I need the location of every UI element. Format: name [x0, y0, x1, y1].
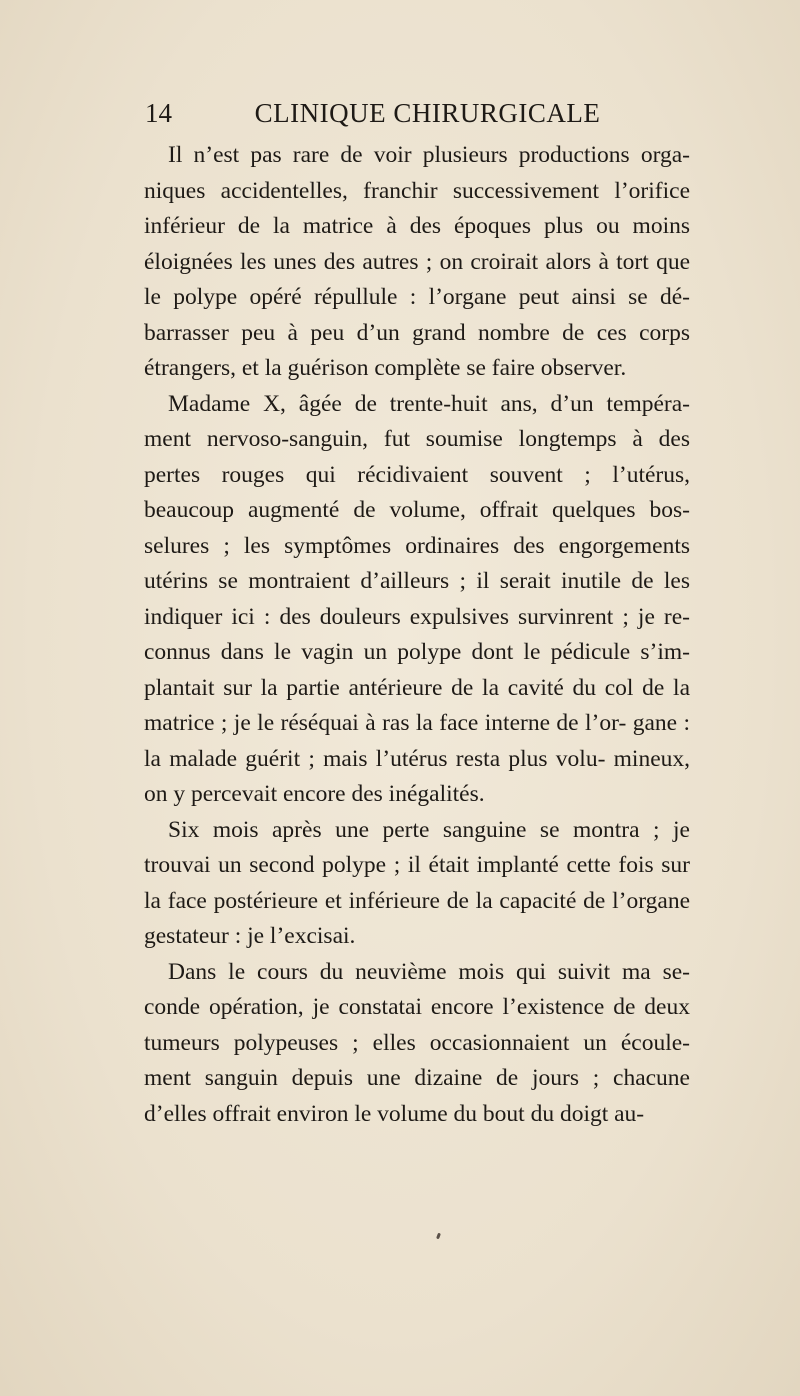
paragraph: Madame X, âgée de trente-huit ans, d’un tempéra- ment nervoso-sanguin, fut soumise longtemps à des pertes rouges qui récidivaient souvent ; l’utérus, beaucoup augmenté de volume, offrait quelques bos- selures ; les symptômes ordinaires des engorgements utérins se montraient d’ailleurs ; il serait inutile de les indiquer ici : des douleurs expulsives survinrent ; je re- connus dans le vagin un polype dont le pédicule s’im- plantait sur la partie antérieure de la cavité du col de la matrice ; je le réséquai à ras la face interne de l’or- gane : la malade guérit ; mais l’utérus resta plus volu- mineux, on y percevait encore des inégalités. [144, 390, 690, 807]
body-text [144, 138, 690, 1132]
page-header [145, 93, 690, 133]
paragraph: Six mois après une perte sanguine se montra ; je trouvai un second polype ; il était implanté cette fois sur la face postérieure et inférieure de la capacité de l’organe gestateur : je l’excisai. [144, 816, 690, 949]
paragraph: Il n’est pas rare de voir plusieurs productions orga- niques accidentelles, franchir successivement l’orifice inférieur de la matrice à des époques plus ou moins éloignées les unes des autres ; on croirait alors à tort que le polype opéré répullule : l’organe peut ainsi se dé- barrasser peu à peu d’un grand nombre de ces corps étrangers, et la guérison complète se faire observer. [144, 142, 690, 381]
ink-speck [436, 1233, 441, 1240]
paragraph: Dans le cours du neuvième mois qui suivit ma se- conde opération, je constatai encore l’existence de deux tumeurs polypeuses ; elles occasionnaient un écoule- ment sanguin depuis une dizaine de jours ; chacune d’elles offrait environ le volume du bout du doigt au- [144, 958, 690, 1127]
page-number: 14 [145, 98, 172, 128]
running-title: CLINIQUE CHIRURGICALE [254, 98, 601, 128]
